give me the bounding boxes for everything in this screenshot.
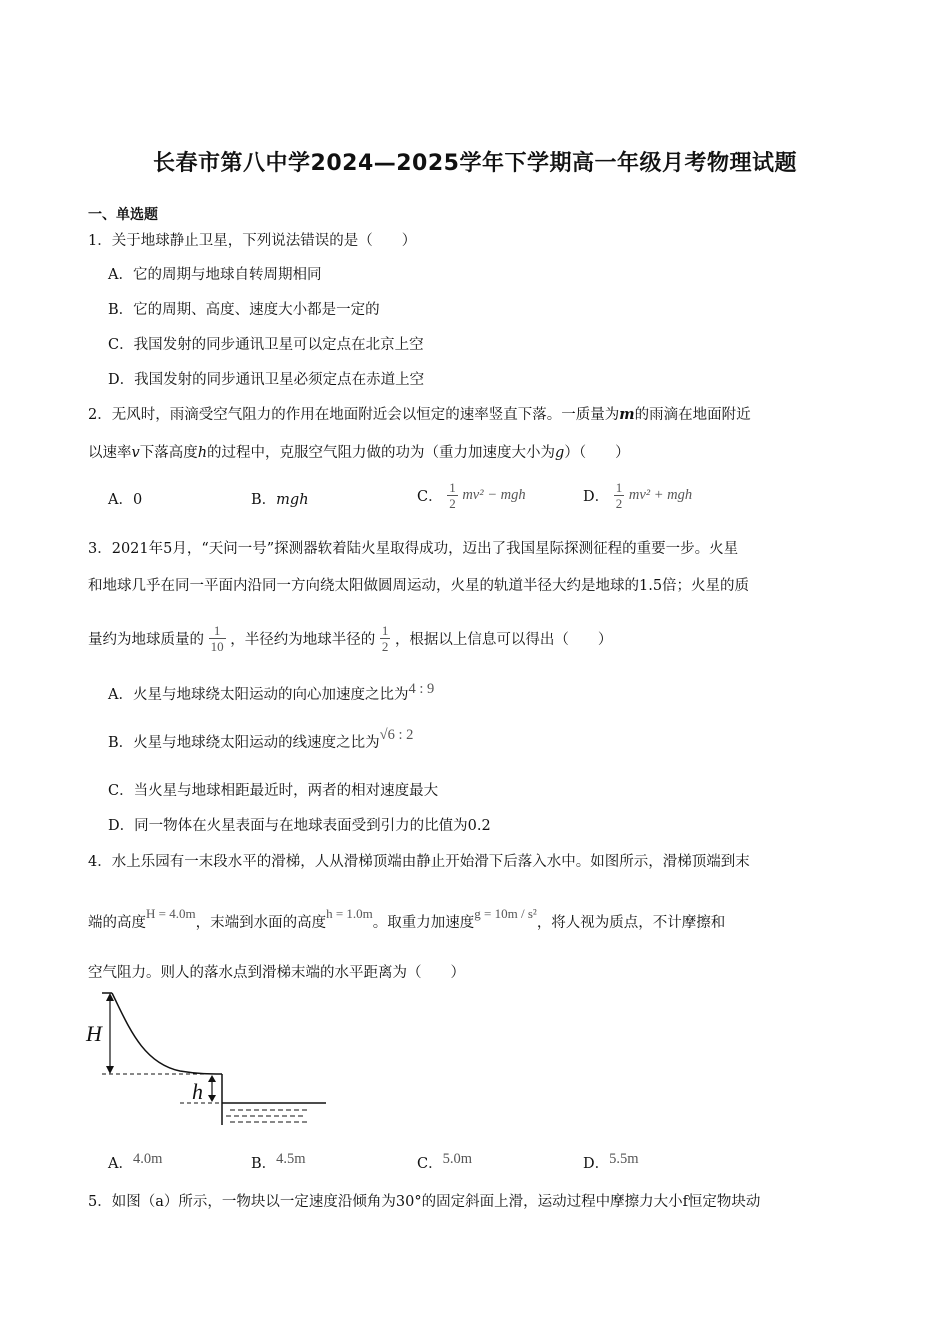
q4-line3: 空气阻力。则人的落水点到滑梯末端的水平距离为（ ） [88,965,465,981]
slide-figure [80,985,340,1135]
q3-option-c: C．当火星与地球相距最近时，两者的相对速度最大 [108,783,439,799]
q3-option-a: A．火星与地球绕太阳运动的向心加速度之比为4 : 9 [108,681,435,703]
q2-line1: 2．无风时，雨滴受空气阻力的作用在地面附近会以恒定的速率竖直下落。一质量为m的雨滴在地面附近 [88,406,751,423]
q4-option-a: A．4.0m [108,1151,163,1172]
page-title: 长春市第八中学2024—2025学年下学期高一年级月考物理试题 [153,151,797,176]
q3-line3: 量约为地球质量的 $\frac{1}{10}$ ，半径约为地球半径的 $\frac{1}{2}$ ，根据以上信息可以得出（ ） [88,623,613,654]
section-heading: 一、单选题 [88,207,158,223]
q3-line1: 3．2021年5月，“天问一号”探测器软着陆火星取得成功，迈出了我国星际探测征程的重要一步。火星 [88,541,739,557]
h-arrow-head-top [208,1075,216,1082]
H-arrow-head-bottom [106,1066,114,1074]
h-label: h [192,1079,203,1104]
q2-option-d: D． $\frac{1}{2}$ mv² + mgh [583,480,693,511]
q4-line1: 4．水上乐园有一末段水平的滑梯，人从滑梯顶端由静止开始滑下后落入水中。如图所示，滑梯顶端到末 [88,854,750,870]
q1-option-c: C．我国发射的同步通讯卫星可以定点在北京上空 [108,337,424,353]
q3-option-b: B．火星与地球绕太阳运动的线速度之比为√6 : 2 [108,727,414,751]
q4-line2: 端的高度H = 4.0m，末端到水面的高度h = 1.0m。取重力加速度g = 10m / s²，将人视为质点，不计摩擦和 [88,906,726,931]
q1-option-b: B．它的周期、高度、速度大小都是一定的 [108,302,380,318]
q4-option-c: C．5.0m [417,1151,473,1172]
q3-option-d: D．同一物体在火星表面与在地球表面受到引力的比值为0.2 [108,818,491,834]
h-arrow-head-bottom [208,1095,216,1102]
q5-line1: 5．如图（a）所示，一物块以一定速度沿倾角为30°的固定斜面上滑，运动过程中摩擦力大小f恒定物块动 [88,1194,761,1210]
H-label: H [86,1021,102,1046]
q1-option-a: A．它的周期与地球自转周期相同 [108,267,322,283]
q4-option-b: B．4.5m [251,1151,306,1172]
q3-line2: 和地球几乎在同一平面内沿同一方向绕太阳做圆周运动，火星的轨道半径大约是地球的1.5倍；火星的质 [88,578,750,594]
q4-option-d: D．5.5m [583,1151,639,1172]
q2-option-b: B．mgh [251,492,309,508]
q2-option-c: C． $\frac{1}{2}$ mv² − mgh [417,480,526,511]
q1-stem: 1．关于地球静止卫星，下列说法错误的是（ ） [88,233,417,249]
q2-option-a: A．0 [108,492,143,508]
q2-line2: 以速率v下落高度h的过程中，克服空气阻力做的功为（重力加速度大小为g）（ ） [88,445,630,461]
q1-option-d: D．我国发射的同步通讯卫星必须定点在赤道上空 [108,372,425,388]
slide-curve [112,993,222,1074]
